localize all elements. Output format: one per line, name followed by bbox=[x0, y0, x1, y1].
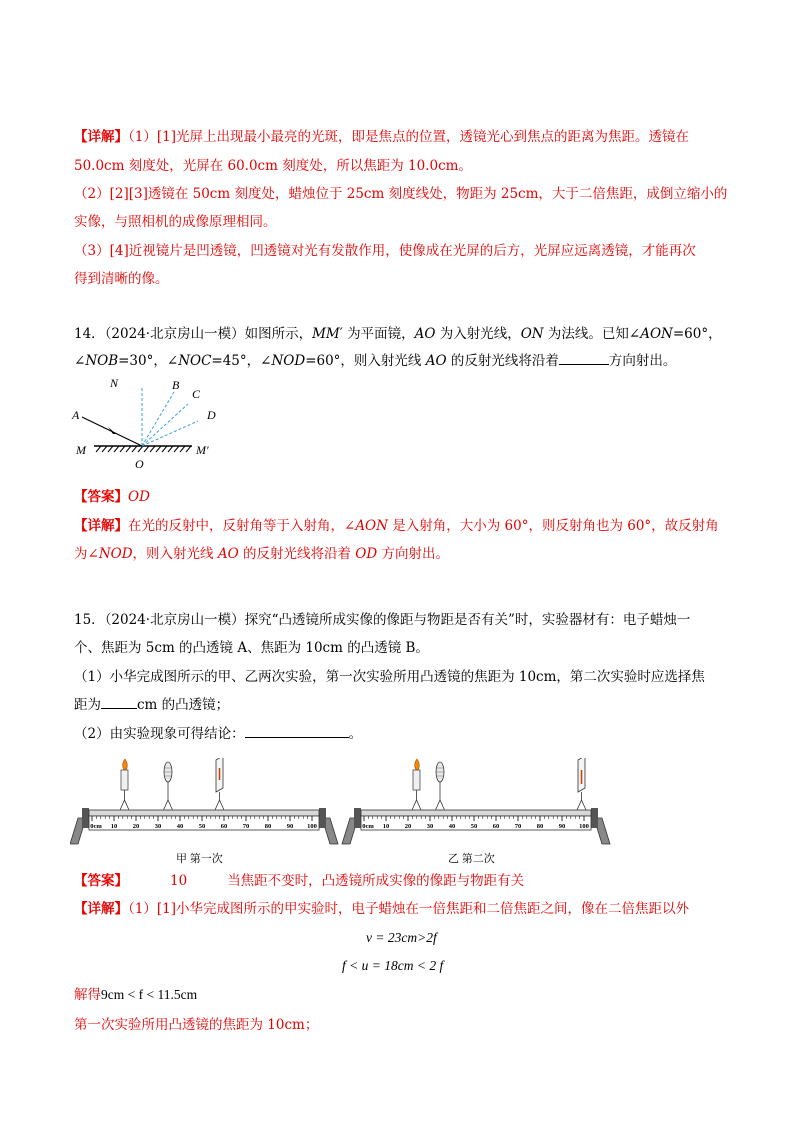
tick-label: 60 bbox=[492, 823, 500, 830]
tick-label: 0cm bbox=[362, 823, 374, 830]
label-m: M bbox=[76, 443, 86, 457]
math-ao: AO bbox=[217, 546, 239, 562]
label-n: N bbox=[110, 376, 119, 390]
q13-detail-line6: 得到清晰的像。 bbox=[74, 271, 169, 287]
detail-text: 是入射角，大小为 60°，则反射角也为 60°，故反射角 bbox=[387, 518, 719, 534]
question-text: （2）由实验现象可得结论： bbox=[74, 726, 245, 742]
label-a: A bbox=[72, 408, 80, 422]
q13-detail-line5: （3）[4]近视镜片是凹透镜，凹透镜对光有发散作用，使像成在光屏的后方，光屏应远离透镜，才能再次 bbox=[74, 243, 696, 259]
q14-detail-line1 bbox=[74, 517, 719, 535]
question-text: 方向射出。 bbox=[608, 353, 677, 369]
candle-2 bbox=[412, 759, 421, 810]
answer-value-2: 当焦距不变时，凸透镜所成实像的像距与物距有关 bbox=[227, 873, 525, 889]
answer-tag: 【答案】 bbox=[74, 873, 128, 889]
label-o: O bbox=[135, 457, 144, 471]
question-text: （2024·北京房山一模）探究“凸透镜所成实像的像距与物距是否有关”时，实验器材有：电子蜡烛一 bbox=[104, 612, 691, 628]
tick-label: 20 bbox=[404, 823, 412, 830]
answer-value-1: 10 bbox=[170, 873, 188, 889]
tick-label: 40 bbox=[448, 823, 456, 830]
question-text: 为平面镜， bbox=[342, 326, 415, 342]
caption-second: 乙 第二次 bbox=[448, 853, 495, 865]
tick-label: 80 bbox=[264, 823, 272, 830]
math-nod: NOD bbox=[98, 546, 133, 562]
question-text: =30°，∠ bbox=[118, 353, 179, 369]
question-text: （2024·北京房山一模）如图所示， bbox=[104, 326, 313, 342]
math-ao: AO bbox=[425, 353, 447, 369]
detail-text: 在光的反射中，反射角等于入射角，∠ bbox=[128, 518, 356, 534]
q15-question-line4 bbox=[74, 696, 229, 714]
screen-1 bbox=[215, 758, 224, 810]
question-text: =60°，则入射光线 bbox=[305, 353, 426, 369]
question-text: =60°， bbox=[672, 326, 722, 342]
detail-text: 的反射光线将沿着 bbox=[238, 546, 356, 562]
detail-text: （1）[1]光屏上出现最小最亮的光斑，即是焦点的位置，透镜光心到焦点的距离为焦距。透镜在 bbox=[128, 129, 689, 145]
detail-tag: 【详解】 bbox=[74, 129, 128, 145]
formula-object-distance: f < u = 18cm < 2 f bbox=[342, 958, 444, 973]
math-aon: AON bbox=[640, 326, 673, 342]
bench-1 bbox=[70, 758, 338, 844]
question-text: ∠ bbox=[74, 353, 86, 369]
tick-label: 30 bbox=[426, 823, 434, 830]
tick-label: 40 bbox=[176, 823, 184, 830]
q15-detail-line2 bbox=[74, 986, 197, 1004]
detail-text: ，则入射光线 bbox=[132, 546, 218, 562]
tick-label: 100 bbox=[579, 823, 589, 830]
solution-inequality: 9cm < f < 11.5cm bbox=[101, 987, 198, 1002]
ray-oc bbox=[142, 404, 188, 446]
q13-detail-line3: （2）[2][3]透镜在 50cm 刻度处，蜡烛位于 25cm 刻度线处，物距为 25cm，大于二倍焦距，成倒立缩小的 bbox=[74, 186, 728, 202]
label-b: B bbox=[172, 378, 180, 392]
reflection-diagram bbox=[70, 372, 240, 472]
q13-detail-line4: 实像，与照相机的成像原理相同。 bbox=[74, 214, 277, 230]
math-on: ON bbox=[520, 326, 544, 342]
answer-value: OD bbox=[128, 489, 150, 505]
bench-2 bbox=[342, 758, 610, 844]
q14-detail-line2 bbox=[74, 545, 449, 563]
math-aon: AON bbox=[355, 518, 388, 534]
tick-label: 80 bbox=[536, 823, 544, 830]
question-text: 为入射光线， bbox=[435, 326, 521, 342]
detail-text: （1）[1]小华完成图所示的甲实验时，电子蜡烛在一倍焦距和二倍焦距之间，像在二倍焦距以外 bbox=[128, 901, 689, 917]
q15-answer bbox=[74, 872, 524, 890]
ray-ob bbox=[142, 392, 174, 446]
lens-1 bbox=[164, 762, 173, 810]
caption-first: 甲 第一次 bbox=[176, 853, 223, 865]
answer-blank bbox=[559, 352, 609, 365]
label-m-prime: M′ bbox=[196, 443, 209, 457]
question-text: 的反射光线将沿着 bbox=[446, 353, 559, 369]
math-nob: NOB bbox=[85, 353, 119, 369]
tick-label: 70 bbox=[514, 823, 522, 830]
tick-label: 10 bbox=[110, 823, 118, 830]
q14-question-line2 bbox=[74, 352, 676, 370]
detail-tag: 【详解】 bbox=[74, 518, 128, 534]
tick-label: 90 bbox=[286, 823, 294, 830]
math-od: OD bbox=[355, 546, 378, 562]
detail-text: 解得 bbox=[74, 987, 101, 1003]
q13-detail-line1 bbox=[74, 128, 689, 146]
label-d: D bbox=[207, 408, 216, 422]
question-number: 14． bbox=[74, 326, 105, 342]
q15-question-line5 bbox=[74, 725, 362, 743]
answer-tag: 【答案】 bbox=[74, 489, 128, 505]
label-c: C bbox=[192, 387, 201, 401]
formula-image-distance: v = 23cm>2f bbox=[366, 930, 437, 945]
question-text: 。 bbox=[348, 726, 363, 742]
tick-label: 90 bbox=[558, 823, 566, 830]
q15-question-line1 bbox=[74, 611, 690, 629]
question-text: 距为 bbox=[74, 697, 101, 713]
question-text: cm 的凸透镜； bbox=[137, 697, 230, 713]
optical-bench-figure bbox=[70, 758, 660, 868]
question-text: =45°，∠ bbox=[211, 353, 272, 369]
math-mm: MM′ bbox=[312, 326, 343, 342]
tick-label: 100 bbox=[307, 823, 317, 830]
detail-text: 方向射出。 bbox=[377, 546, 449, 562]
q14-question-line1 bbox=[74, 325, 722, 343]
tick-label: 50 bbox=[470, 823, 478, 830]
tick-label: 20 bbox=[132, 823, 140, 830]
question-number: 15． bbox=[74, 612, 105, 628]
tick-label: 10 bbox=[382, 823, 390, 830]
q15-detail-line1 bbox=[74, 900, 689, 918]
detail-tag: 【详解】 bbox=[74, 901, 128, 917]
screen-2 bbox=[577, 758, 586, 810]
tick-label: 30 bbox=[154, 823, 162, 830]
q15-detail-line3: 第一次实验所用凸透镜的焦距为 10cm； bbox=[74, 1017, 319, 1033]
candle-1 bbox=[120, 759, 129, 810]
q14-answer bbox=[74, 488, 150, 506]
math-nod: NOD bbox=[271, 353, 306, 369]
lens-2 bbox=[436, 762, 445, 810]
ray-od bbox=[142, 421, 198, 446]
mirror-hatching bbox=[94, 446, 192, 452]
q13-detail-line2: 50.0cm 刻度处，光屏在 60.0cm 刻度处，所以焦距为 10.0cm。 bbox=[74, 158, 472, 174]
tick-label: 70 bbox=[242, 823, 250, 830]
math-ao: AO bbox=[414, 326, 436, 342]
q15-question-line2: 个、焦距为 5cm 的凸透镜 A、焦距为 10cm 的凸透镜 B。 bbox=[74, 640, 429, 656]
answer-blank bbox=[245, 725, 349, 738]
hatch-marks bbox=[96, 446, 191, 452]
answer-blank bbox=[101, 696, 137, 709]
tick-label: 60 bbox=[220, 823, 228, 830]
question-text: 为法线。已知∠ bbox=[543, 326, 641, 342]
math-noc: NOC bbox=[178, 353, 212, 369]
q15-question-line3: （1）小华完成图所示的甲、乙两次实验，第一次实验所用凸透镜的焦距为 10cm，第二次实验时应选择焦 bbox=[74, 669, 705, 685]
detail-text: 为∠ bbox=[74, 546, 99, 562]
tick-label: 0cm bbox=[90, 823, 102, 830]
tick-label: 50 bbox=[198, 823, 206, 830]
